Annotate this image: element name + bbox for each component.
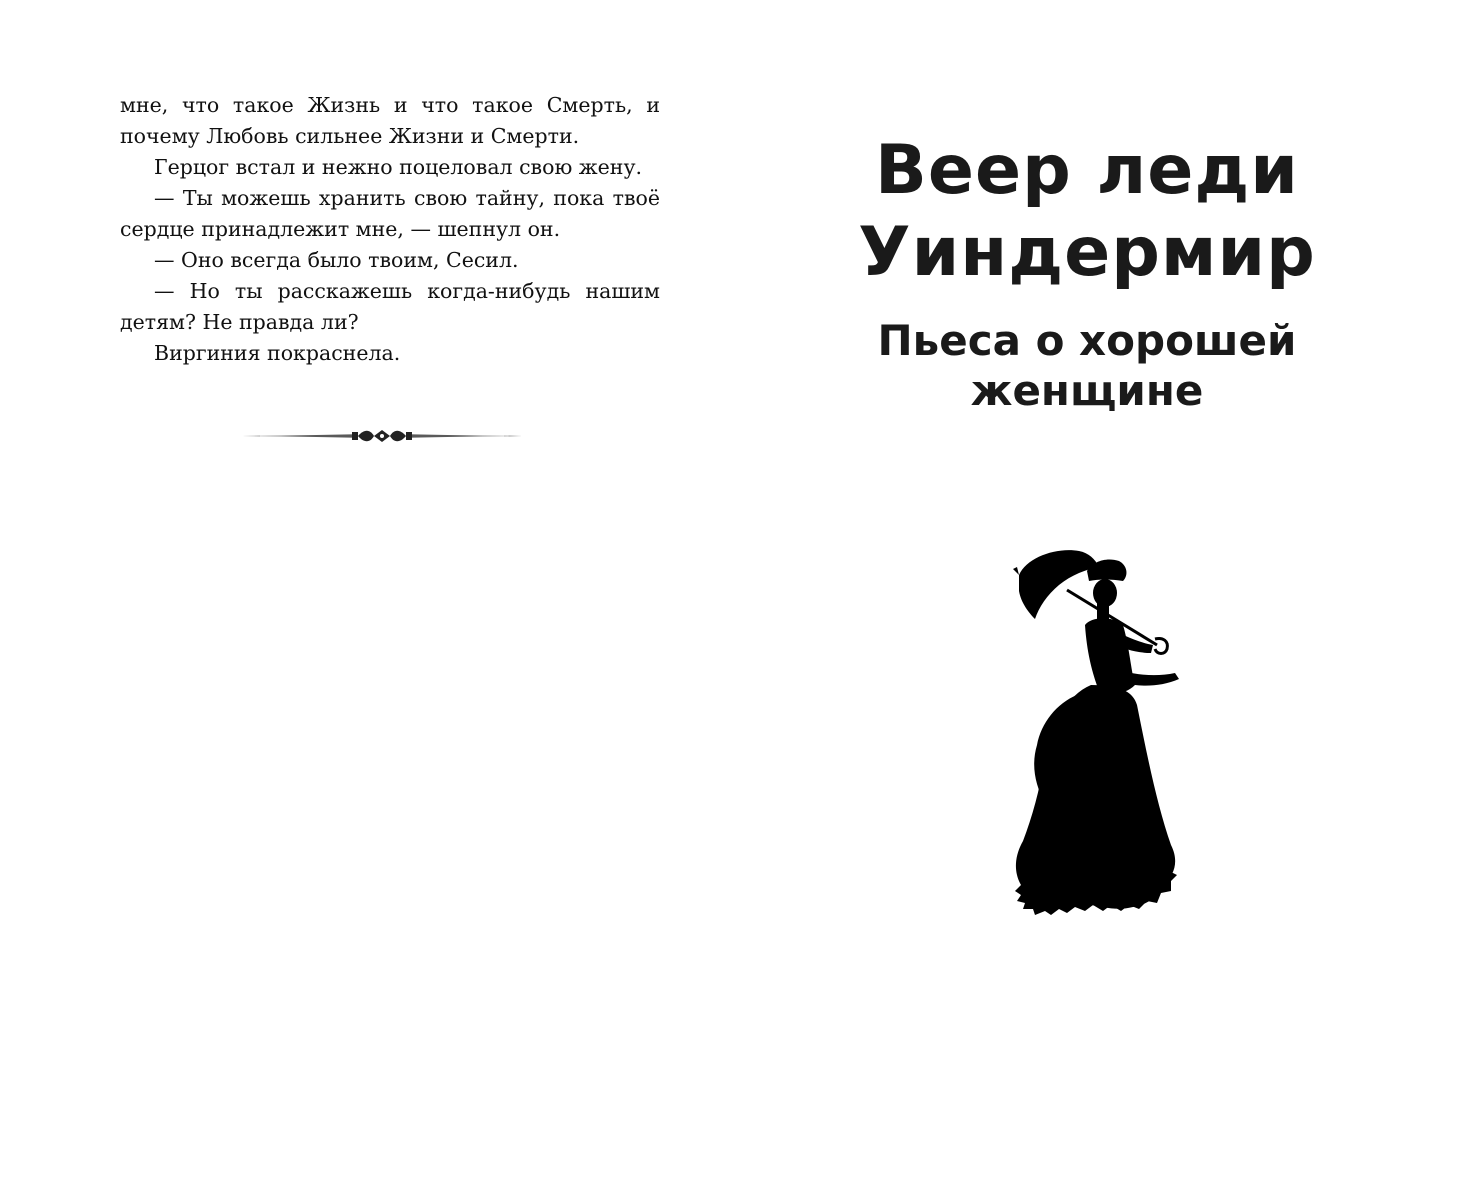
paragraph-6: Виргиния покраснела. [154,341,401,365]
paragraph-2: Герцог встал и нежно поцеловал свою жену. [154,155,643,179]
paragraph-4: — Оно всегда было твоим, Сесил. [154,248,519,272]
divider-ornament [240,426,524,446]
story-text-block [120,90,660,369]
paragraph-1: мне, что такое Жизнь и что такое Смерть, и почему Любовь сильнее Жизни и Смерти. [120,93,660,148]
title-block [737,130,1437,416]
lady-with-parasol-silhouette-icon [1007,545,1207,920]
paragraph-3: — Ты можешь хранить свою тайну, пока твоё сердце принадлежит мне, — шепнул он. [120,186,660,241]
title-line-2: Уиндермир [858,213,1316,292]
title-line-1: Веер леди [875,131,1299,210]
subtitle-line-2: женщине [970,366,1204,415]
paragraph-5: — Но ты расскажешь когда-нибудь нашим детям? Не правда ли? [120,279,660,334]
right-page [737,0,1474,1190]
subtitle-line-1: Пьеса о хорошей [877,316,1297,365]
